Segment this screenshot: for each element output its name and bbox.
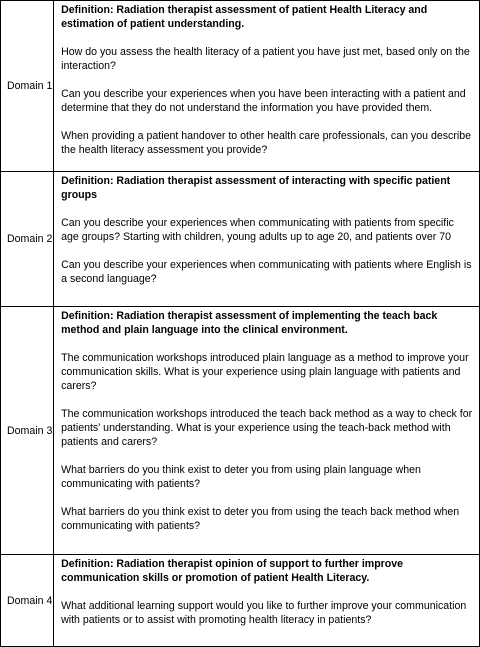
definition-text: Definition: Radiation therapist assessment of interacting with specific patient groups	[61, 175, 451, 201]
table-row-domain-1	[1, 1, 480, 172]
interview-question: What barriers do you think exist to deter you from using plain language when communicating with patients?	[61, 464, 421, 490]
table-row-domain-2	[1, 172, 480, 307]
domain-content	[54, 307, 480, 555]
table-row-domain-3	[1, 307, 480, 555]
interview-question: Can you describe your experiences when communicating with patients from specific age groups? Starting with children, young adults up to age 20, and patients over 70	[61, 217, 454, 243]
interview-question: When providing a patient handover to other health care professionals, can you describe the health literacy assessment you provide?	[61, 130, 471, 156]
domain-label: Domain 3	[1, 307, 54, 555]
domain-content	[54, 555, 480, 647]
table-row-domain-4	[1, 555, 480, 647]
interview-question: The communication workshops introduced plain language as a method to improve your communication skills. What is your experience using plain language with patients and carers?	[61, 352, 469, 392]
interview-question: How do you assess the health literacy of a patient you have just met, based only on the interaction?	[61, 46, 470, 72]
interview-question: The communication workshops introduced the teach back method as a way to check for patients' understanding. What is your experience using the teach-back method with patients and carers?	[61, 408, 473, 448]
domain-label: Domain 2	[1, 172, 54, 307]
domain-label: Domain 4	[1, 555, 54, 647]
definition-text: Definition: Radiation therapist assessment of implementing the teach back method and plain language into the clinical environment.	[61, 310, 438, 336]
domain-content	[54, 1, 480, 172]
interview-question: What barriers do you think exist to deter you from using the teach back method when communicating with patients?	[61, 506, 460, 532]
definition-text: Definition: Radiation therapist assessment of patient Health Literacy and estimation of patient understanding.	[61, 4, 428, 30]
interview-question: What additional learning support would you like to further improve your communication with patients or to assist with promoting health literacy in patients?	[61, 600, 467, 626]
definition-text: Definition: Radiation therapist opinion of support to further improve communication skills or promotion of patient Health Literacy.	[61, 558, 404, 584]
domain-label: Domain 1	[1, 1, 54, 172]
interview-question: Can you describe your experiences when you have been interacting with a patient and determine that they do not understand the information you have provided them.	[61, 88, 466, 114]
interview-question: Can you describe your experiences when communicating with patients where English is a second language?	[61, 259, 472, 285]
domain-content	[54, 172, 480, 307]
